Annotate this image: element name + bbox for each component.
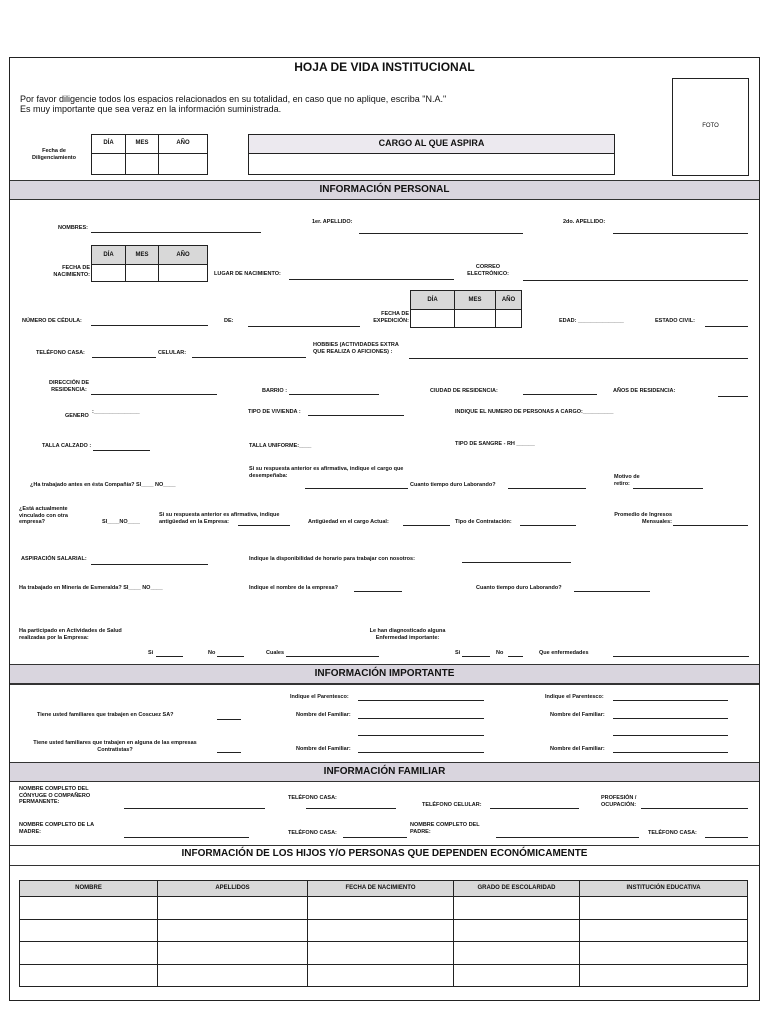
section-importante: INFORMACIÓN IMPORTANTE: [10, 664, 759, 684]
parentesco-input-2[interactable]: [613, 700, 728, 701]
cargo-header: CARGO AL QUE ASPIRA: [248, 134, 615, 154]
cargo-input[interactable]: [248, 153, 615, 175]
enf-si-label: Si: [455, 650, 461, 656]
talla-calzado-label: TALLA CALZADO :: [42, 443, 92, 449]
telefono-casa-label: TELÉFONO CASA:: [36, 350, 85, 356]
personas-cargo-label: INDIQUE EL NUMERO DE PERSONAS A CARGO:__________: [455, 409, 614, 415]
telefono-casa-padre-input[interactable]: [705, 837, 748, 838]
nombres-input[interactable]: [91, 232, 261, 233]
direccion-label: DIRECCIÓN DE RESIDENCIA:: [48, 380, 90, 393]
parentesco-label-1: Indique el Parentesco:: [290, 694, 349, 700]
table-cell[interactable]: [157, 964, 308, 988]
lugar-nacimiento-input[interactable]: [289, 279, 454, 280]
enf-no-input[interactable]: [508, 656, 523, 657]
section-personal: INFORMACIÓN PERSONAL: [10, 180, 759, 200]
lugar-nacimiento-label: LUGAR DE NACIMIENTO:: [214, 271, 281, 277]
exp-mes-input[interactable]: [454, 309, 496, 328]
nombre-familiar-label-1: Nombre del Familiar:: [296, 712, 351, 718]
telefono-casa-padre-label: TELÉFONO CASA:: [648, 830, 697, 836]
ano-input[interactable]: [158, 153, 208, 175]
apellido2-input[interactable]: [613, 233, 748, 234]
table-cell[interactable]: [307, 919, 454, 943]
cuanto-tiempo-label: Cuanto tiempo duro Laborando?: [410, 482, 496, 488]
de-input[interactable]: [248, 326, 360, 327]
exp-dia-header: DÍA: [410, 290, 455, 310]
table-cell[interactable]: [579, 896, 748, 920]
col-grado-escolaridad: GRADO DE ESCOLARIDAD: [453, 880, 580, 897]
tipo-contratacion-label: Tipo de Contratación:: [455, 519, 512, 525]
table-cell[interactable]: [307, 896, 454, 920]
vinculado-si-no: SI____NO____: [102, 519, 140, 525]
familiares-coscuez-input[interactable]: [217, 719, 241, 720]
tipo-contratacion-input[interactable]: [520, 525, 576, 526]
section-familiar: INFORMACIÓN FAMILIAR: [10, 762, 759, 782]
fecha-diligenciamiento-label: Fecha de Diligenciamiento: [31, 148, 76, 161]
telefono-casa-madre-label: TELÉFONO CASA:: [288, 830, 337, 836]
trabajado-antes-label: ¿Ha trabajado antes en ésta Compañía? SI____ NO____: [30, 482, 176, 488]
nombre-familiar-input-2[interactable]: [613, 718, 728, 719]
mineria-label: Ha trabajado en Minería de Esmeralda? SI____ NO____: [19, 585, 163, 591]
antiguedad-cargo-input[interactable]: [403, 525, 450, 526]
enfermedad-label: Le han diagnosticado alguna Enfermedad importante:: [369, 628, 446, 641]
intro-line-2: Es muy importante que sea veraz en la información suministrada.: [20, 104, 282, 114]
antiguedad-cargo-label: Antigüedad en el cargo Actual:: [308, 519, 389, 525]
telefono-casa-input[interactable]: [92, 357, 156, 358]
antiguedad-empresa-label: Si su respuesta anterior es afirmativa, indique antigüedad en la Empresa:: [159, 512, 280, 525]
promedio-ingresos-input[interactable]: [673, 525, 748, 526]
col-apellidos: APELLIDOS: [157, 880, 308, 897]
fecha-expedicion-label: FECHA DE EXPEDICIÓN:: [373, 311, 409, 324]
conyuge-label: NOMBRE COMPLETO DEL CÓNYUGE O COMPAÑERO PERMANENTE:: [19, 786, 91, 805]
table-cell[interactable]: [453, 964, 580, 988]
intro-text: [20, 94, 660, 114]
table-cell[interactable]: [453, 896, 580, 920]
correo-input[interactable]: [523, 280, 748, 281]
que-enfermedades-input[interactable]: [613, 656, 749, 657]
motivo-retiro-label: Motivo de retiro:: [614, 474, 640, 487]
parentesco-input-3[interactable]: [358, 735, 484, 736]
table-cell[interactable]: [19, 941, 158, 965]
aspiracion-label: ASPIRACIÓN SALARIAL:: [21, 556, 87, 562]
telefono-casa-madre-input[interactable]: [343, 837, 407, 838]
promedio-ingresos-label: Promedio de Ingresos Mensuales:: [614, 512, 672, 525]
table-cell[interactable]: [579, 919, 748, 943]
nac-ano-input[interactable]: [158, 264, 208, 282]
telefono-celular-label: TELÉFONO CELULAR:: [422, 802, 482, 808]
cuales-label: Cuales: [266, 650, 285, 656]
celular-label: CELULAR:: [158, 350, 187, 356]
salud-si-label: Si: [148, 650, 154, 656]
nac-dia-header: DÍA: [91, 245, 126, 265]
parentesco-input-1[interactable]: [358, 700, 484, 701]
nombre-familiar-label-4: Nombre del Familiar:: [550, 746, 605, 752]
familiares-contratistas-input[interactable]: [217, 752, 241, 753]
nac-mes-input[interactable]: [125, 264, 159, 282]
table-cell[interactable]: [453, 941, 580, 965]
nac-dia-input[interactable]: [91, 264, 126, 282]
vinculado-label: ¿Está actualmente vinculado con otra empresa?: [19, 506, 68, 525]
barrio-label: BARRIO :: [262, 388, 288, 394]
dia-header: DÍA: [91, 134, 126, 154]
mes-header: MES: [125, 134, 159, 154]
anos-residencia-label: AÑOS DE RESIDENCIA:: [613, 388, 676, 394]
nac-ano-header: AÑO: [158, 245, 208, 265]
exp-ano-input[interactable]: [495, 309, 522, 328]
nombre-familiar-input-3[interactable]: [358, 752, 484, 753]
cargo-desempenaba-input[interactable]: [305, 488, 408, 489]
table-cell[interactable]: [307, 941, 454, 965]
estado-civil-label: ESTADO CIVIL:: [655, 318, 695, 324]
disponibilidad-input[interactable]: [462, 562, 571, 563]
cuanto-tiempo-input[interactable]: [508, 488, 586, 489]
direccion-input[interactable]: [91, 394, 217, 395]
conyuge-input[interactable]: [124, 808, 265, 809]
parentesco-input-4[interactable]: [613, 735, 728, 736]
hobbies-label: HOBBIES (ACTIVIDADES EXTRA QUE REALIZA O AFICIONES) :: [313, 342, 399, 355]
cargo-desempenaba-label: Si su respuesta anterior es afirmativa, indique el cargo que desempeñaba:: [249, 466, 404, 479]
tipo-vivienda-label: TIPO DE VIVIENDA :: [248, 409, 301, 415]
de-label: DE:: [224, 318, 234, 324]
divider: [10, 865, 759, 866]
nombre-familiar-label-2: Nombre del Familiar:: [550, 712, 605, 718]
table-cell[interactable]: [579, 964, 748, 988]
hobbies-input[interactable]: [409, 358, 748, 359]
antiguedad-empresa-input[interactable]: [238, 525, 290, 526]
mes-input[interactable]: [125, 153, 159, 175]
table-cell[interactable]: [19, 896, 158, 920]
estado-civil-input[interactable]: [705, 326, 748, 327]
table-cell[interactable]: [579, 941, 748, 965]
cuanto-tiempo2-input[interactable]: [574, 591, 650, 592]
disponibilidad-label: Indique la disponibilidad de horario para trabajar con nosotros:: [249, 556, 415, 562]
table-cell[interactable]: [19, 964, 158, 988]
nombre-empresa-label: Indique el nombre de la empresa?: [249, 585, 338, 591]
cuanto-tiempo2-label: Cuanto tiempo duro Laborando?: [476, 585, 562, 591]
que-enfermedades-label: Que enfermedades: [539, 650, 589, 656]
aspiracion-input[interactable]: [91, 564, 208, 565]
table-cell[interactable]: [453, 919, 580, 943]
salud-label: Ha participado en Actividades de Salud realizadas por la Empresa:: [19, 628, 122, 641]
nombre-empresa-input[interactable]: [354, 591, 402, 592]
parentesco-label-2: Indique el Parentesco:: [545, 694, 604, 700]
table-cell[interactable]: [19, 919, 158, 943]
exp-ano-header: AÑO: [495, 290, 522, 310]
padre-label: NOMBRE COMPLETO DEL PADRE:: [410, 822, 480, 835]
edad-label: EDAD: _______________: [559, 318, 624, 324]
photo-label: FOTO: [702, 123, 719, 129]
motivo-retiro-input[interactable]: [633, 488, 703, 489]
familiares-contratistas-label: Tiene usted familiares que trabajen en alguna de las empresas Contratistas?: [33, 740, 197, 753]
madre-input[interactable]: [124, 837, 249, 838]
talla-calzado-input[interactable]: [93, 450, 150, 451]
cuales-input[interactable]: [286, 656, 379, 657]
col-nombre: NOMBRE: [19, 880, 158, 897]
apellido1-input[interactable]: [359, 233, 523, 234]
tipo-sangre-label: TIPO DE SANGRE - RH ______: [455, 441, 535, 447]
profesion-label: PROFESIÓN / OCUPACIÓN:: [601, 795, 637, 808]
genero-input[interactable]: :_______________: [92, 409, 140, 415]
exp-dia-input[interactable]: [410, 309, 455, 328]
correo-label: CORREO ELECTRÓNICO:: [467, 264, 509, 277]
ano-header: AÑO: [158, 134, 208, 154]
ciudad-label: CIUDAD DE RESIDENCIA:: [430, 388, 498, 394]
cedula-label: NÚMERO DE CÉDULA:: [22, 318, 82, 324]
nombre-familiar-input-4[interactable]: [613, 752, 728, 753]
table-cell[interactable]: [157, 896, 308, 920]
anos-residencia-input[interactable]: [718, 396, 748, 397]
padre-input[interactable]: [496, 837, 639, 838]
enf-si-input[interactable]: [462, 656, 490, 657]
tipo-vivienda-input[interactable]: [308, 415, 404, 416]
intro-line-1: Por favor diligencie todos los espacios relacionados en su totalidad, en caso que no aplique, escriba "N.A.": [20, 94, 447, 104]
barrio-input[interactable]: [289, 394, 379, 395]
table-cell[interactable]: [157, 941, 308, 965]
telefono-casa-fam-input[interactable]: [306, 808, 396, 809]
photo-box[interactable]: [672, 78, 749, 176]
telefono-celular-input[interactable]: [490, 808, 579, 809]
enf-no-label: No: [496, 650, 504, 656]
profesion-input[interactable]: [641, 808, 748, 809]
apellido2-label: 2do. APELLIDO:: [563, 219, 606, 225]
exp-mes-header: MES: [454, 290, 496, 310]
fecha-nacimiento-label: FECHA DE NACIMIENTO:: [53, 265, 90, 278]
salud-no-input[interactable]: [217, 656, 244, 657]
divider: [10, 845, 759, 846]
ciudad-input[interactable]: [523, 394, 597, 395]
madre-label: NOMBRE COMPLETO DE LA MADRE:: [19, 822, 94, 835]
salud-si-input[interactable]: [156, 656, 183, 657]
nac-mes-header: MES: [125, 245, 159, 265]
table-cell[interactable]: [157, 919, 308, 943]
dia-input[interactable]: [91, 153, 126, 175]
talla-uniforme-label: TALLA UNIFORME:____: [249, 443, 312, 449]
section-hijos: INFORMACIÓN DE LOS HIJOS Y/O PERSONAS QUE DEPENDEN ECONÓMICAMENTE: [181, 848, 588, 859]
table-cell[interactable]: [307, 964, 454, 988]
page-title: HOJA DE VIDA INSTITUCIONAL: [294, 60, 475, 74]
divider: [10, 684, 759, 685]
cedula-input[interactable]: [91, 325, 208, 326]
telefono-casa-fam-label: TELÉFONO CASA:: [288, 795, 337, 801]
col-institucion: INSTITUCIÓN EDUCATIVA: [579, 880, 748, 897]
celular-input[interactable]: [192, 357, 306, 358]
genero-label: GENERO: [65, 413, 89, 419]
nombre-familiar-input-1[interactable]: [358, 718, 484, 719]
nombres-label: NOMBRES:: [58, 225, 88, 231]
col-fecha-nacimiento: FECHA DE NACIMIENTO: [307, 880, 454, 897]
familiares-coscuez-label: Tiene usted familiares que trabajen en Coscuez SA?: [37, 712, 174, 718]
salud-no-label: No: [208, 650, 216, 656]
apellido1-label: 1er. APELLIDO:: [312, 219, 353, 225]
nombre-familiar-label-3: Nombre del Familiar:: [296, 746, 351, 752]
